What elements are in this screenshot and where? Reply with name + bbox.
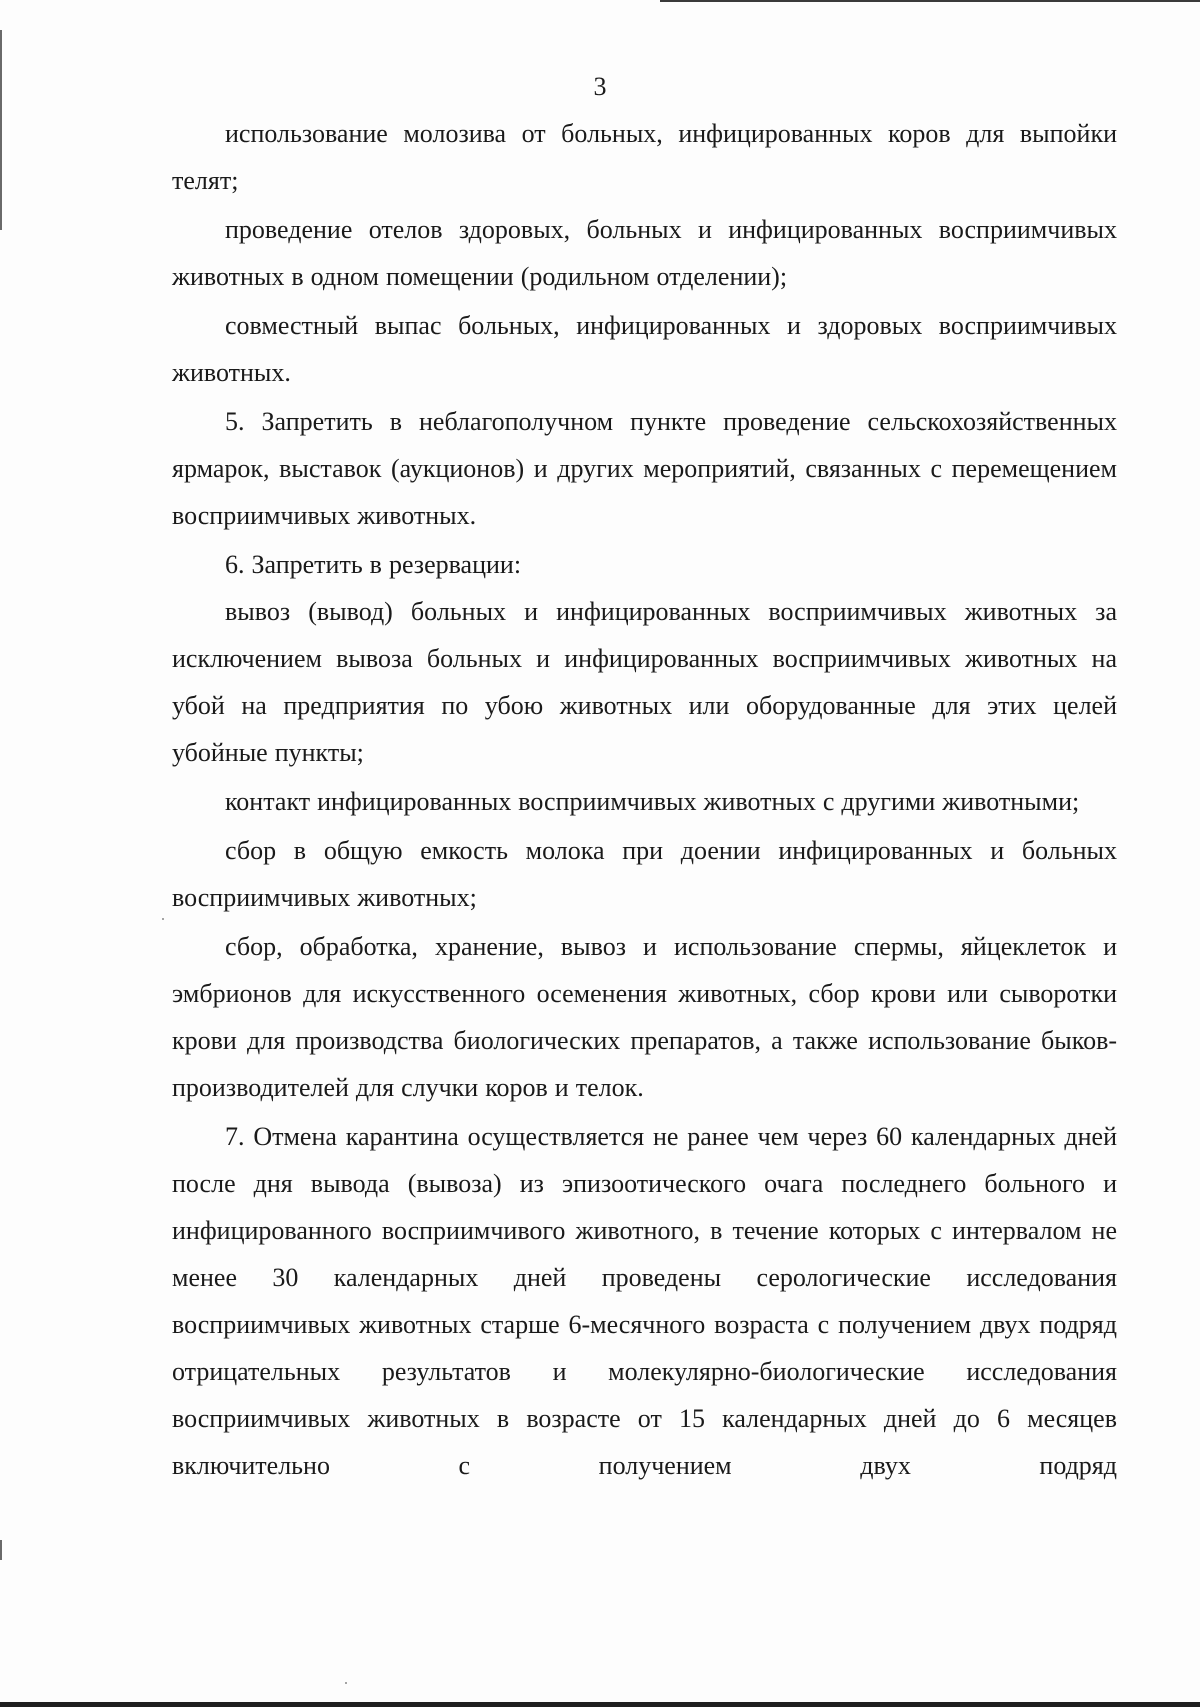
scan-edge-left: [0, 30, 2, 230]
scan-edge-left-lower: [0, 1540, 2, 1560]
scan-speck: [162, 918, 164, 920]
paragraph: вывоз (вывод) больных и инфицированных восприимчивых животных за исключением вывоза больных и инфицированных восприимчивых животных на убой на предприятия по убою животных или оборудованные для этих целей убойные пункты;: [172, 597, 1117, 767]
document-body: [172, 110, 1117, 1489]
paragraph: 7. Отмена карантина осуществляется не ранее чем через 60 календарных дней после дня вывода (вывоза) из эпизоотического очага последнего больного и инфицированного восприимчивого животного, в течение которых с интервалом не менее 30 календарных дней проведены серологические исследования восприимчивых животных старше 6-месячного возраста с получением двух подряд отрицательных результатов и молекулярно-биологические исследования восприимчивых животных в возрасте от 15 календарных дней до 6 месяцев включительно с получением двух подряд: [172, 1122, 1117, 1480]
paragraph: сбор, обработка, хранение, вывоз и использование спермы, яйцеклеток и эмбрионов для искусственного осеменения животных, сбор крови или сыворотки крови для производства биологических препаратов, а также использование быков-производителей для случки коров и телок.: [172, 932, 1117, 1102]
paragraph: 6. Запретить в резервации:: [225, 550, 522, 579]
paragraph: 5. Запретить в неблагополучном пункте проведение сельскохозяйственных ярмарок, выставок (аукционов) и других мероприятий, связанных с перемещением восприимчивых животных.: [172, 407, 1117, 530]
scan-speck: [345, 1682, 347, 1684]
paragraph: контакт инфицированных восприимчивых животных с другими животными;: [225, 787, 1080, 816]
paragraph: сбор в общую емкость молока при доении инфицированных и больных восприимчивых животных;: [172, 836, 1117, 912]
paragraph: проведение отелов здоровых, больных и инфицированных восприимчивых животных в одном помещении (родильном отделении);: [172, 215, 1117, 291]
paragraph: совместный выпас больных, инфицированных и здоровых восприимчивых животных.: [172, 311, 1117, 387]
scan-edge-top: [660, 0, 1200, 2]
paragraph: использование молозива от больных, инфицированных коров для выпойки телят;: [172, 119, 1117, 195]
scan-edge-bottom: [0, 1702, 1200, 1707]
page-number: 3: [593, 72, 607, 101]
